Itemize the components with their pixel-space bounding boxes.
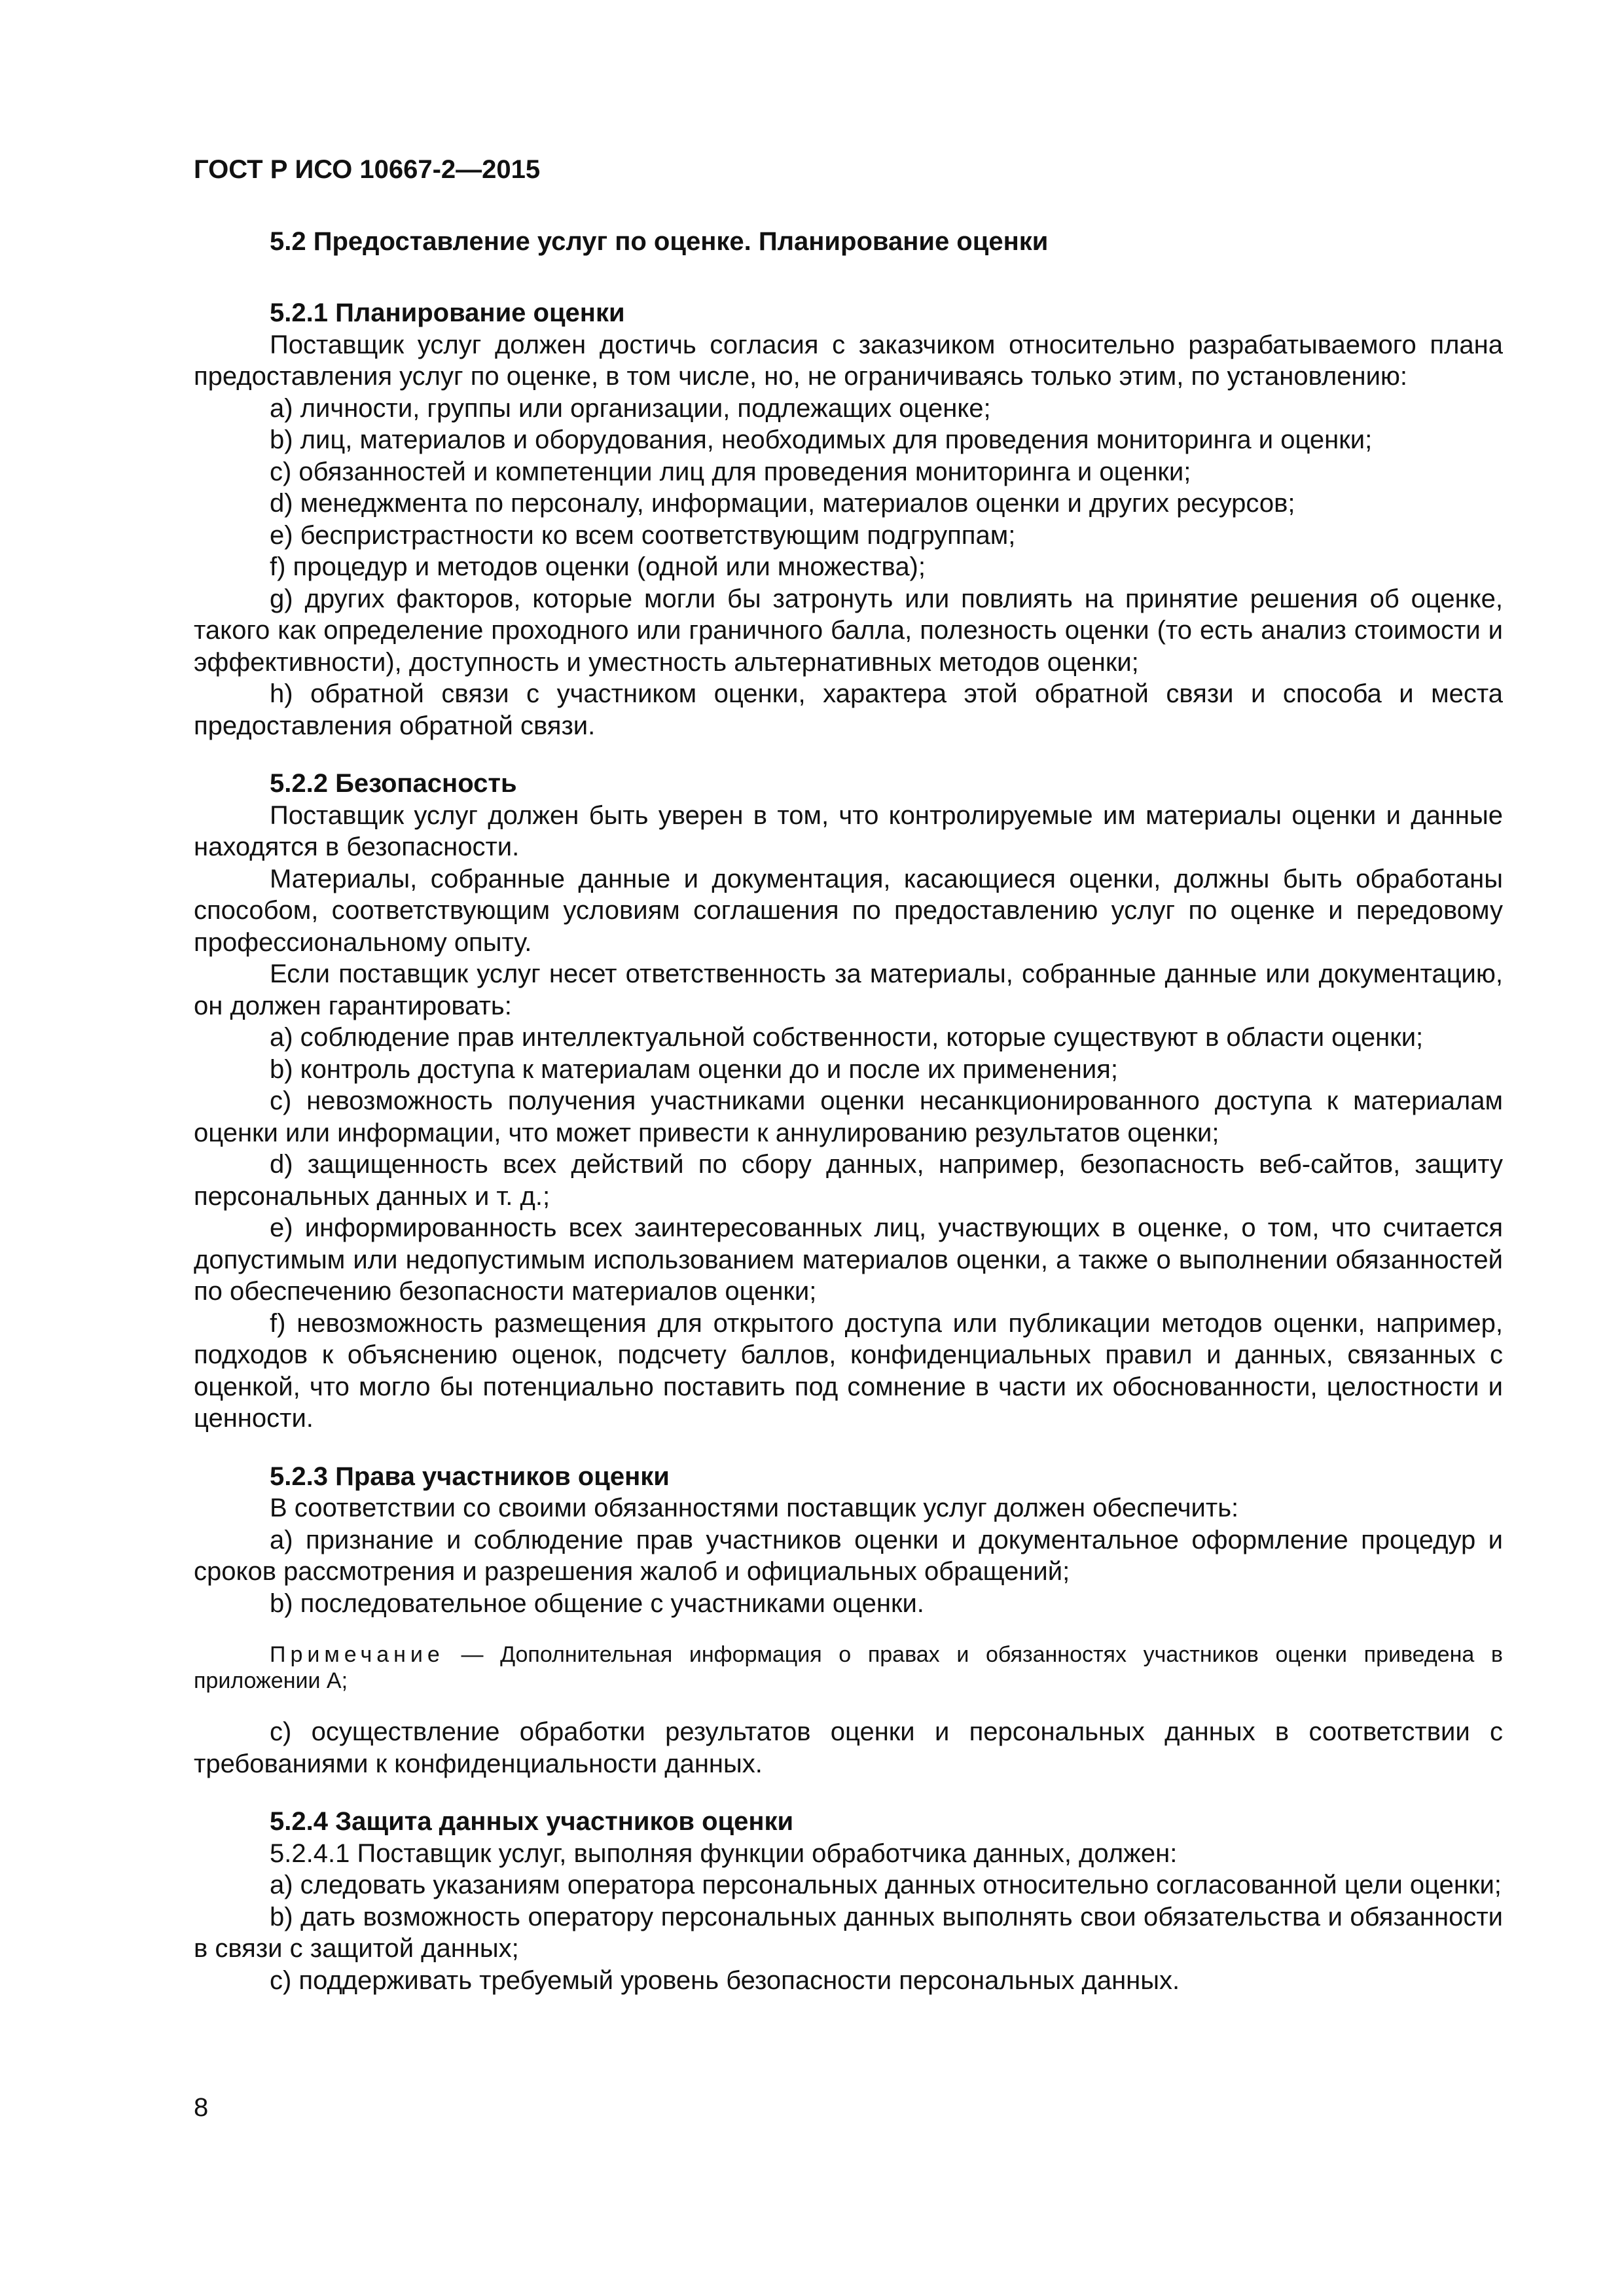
list-item: b) дать возможность оператору персональных данных выполнять свои обязательства и обязанности в связи с защитой данных; <box>194 1902 1503 1963</box>
spacer <box>194 1619 1503 1641</box>
note <box>194 1641 1503 1694</box>
list-item: f) процедур и методов оценки (одной или множества); <box>270 552 926 581</box>
list-item: d) защищенность всех действий по сбору данных, например, безопасность веб-сайтов, защиту персональных данных и т. д.; <box>194 1150 1503 1211</box>
paragraph: Поставщик услуг должен достичь согласия с заказчиком относительно разрабатываемого плана предоставления услуг по оценке, в том числе, но, не ограничиваясь только этим, по установлению: <box>194 330 1503 391</box>
list-item: c) невозможность получения участниками оценки несанкционированного доступа к материалам оценки или информации, что может привести к аннулированию результатов оценки; <box>194 1086 1503 1147</box>
note-text: — Дополнительная информация о правах и обязанностях участников оценки приведена в приложении А; <box>194 1642 1503 1693</box>
list-item: b) контроль доступа к материалам оценки до и после их применения; <box>270 1054 1118 1084</box>
list-item: a) личности, группы или организации, подлежащих оценке; <box>270 393 991 423</box>
list-item: c) поддерживать требуемый уровень безопасности персональных данных. <box>270 1965 1180 1995</box>
list-item: b) лиц, материалов и оборудования, необходимых для проведения мониторинга и оценки; <box>270 425 1373 454</box>
paragraph: Поставщик услуг должен быть уверен в том, что контролируемые им материалы оценки и данные находятся в безопасности. <box>194 800 1503 861</box>
spacer <box>194 1694 1503 1716</box>
list-item: e) беспристрастности ко всем соответствующим подгруппам; <box>270 520 1016 550</box>
list-item: a) признание и соблюдение прав участников оценки и документальное оформление процедур и сроков рассмотрения и разрешения жалоб и официальных обращений; <box>194 1525 1503 1586</box>
spacer <box>194 1780 1503 1806</box>
note-lead: Примечание <box>270 1642 444 1667</box>
list-item: a) следовать указаниям оператора персональных данных относительно согласованной цели оценки; <box>270 1871 1502 1899</box>
list-item: a) соблюдение прав интеллектуальной собственности, которые существуют в области оценки; <box>270 1023 1424 1052</box>
paragraph: Если поставщик услуг несет ответственность за материалы, собранные данные или документацию, он должен гарантировать: <box>194 960 1503 1020</box>
list-item: b) последовательное общение с участниками оценки. <box>270 1588 924 1618</box>
list-item: e) информированность всех заинтересованных лиц, участвующих в оценке, о том, что считается допустимым или недопустимым использованием материалов оценки, а также о выполнении обязанностей по обеспечению безопасности материалов оценки; <box>194 1213 1503 1306</box>
section-5-2-2-title: 5.2.2 Безопасность <box>270 769 517 798</box>
section-5-2-title: 5.2 Предоставление услуг по оценке. Планирование оценки <box>270 226 1049 256</box>
spacer <box>194 1435 1503 1461</box>
paragraph: В соответствии со своими обязанностями поставщик услуг должен обеспечить: <box>270 1494 1239 1522</box>
section-5-2-1-title: 5.2.1 Планирование оценки <box>270 298 625 327</box>
document-header: ГОСТ Р ИСО 10667-2—2015 <box>194 155 541 184</box>
section-5-2-4-title: 5.2.4 Защита данных участников оценки <box>270 1807 794 1836</box>
document-page <box>194 154 1503 1996</box>
list-item: c) обязанностей и компетенции лиц для проведения мониторинга и оценки; <box>270 457 1191 486</box>
section-5-2-3-title: 5.2.3 Права участников оценки <box>270 1462 670 1491</box>
page-number: 8 <box>194 2093 209 2122</box>
list-item: c) осуществление обработки результатов оценки и персональных данных в соответствии с требованиями к конфиденциальности данных. <box>194 1717 1503 1778</box>
list-item: g) других факторов, которые могли бы затронуть или повлиять на принятие решения об оценке, такого как определение проходного или граничного балла, полезность оценки (то есть анализ стоимости и эффективности), доступность и уместность альтернативных методов оценки; <box>194 584 1503 677</box>
list-item: f) невозможность размещения для открытого доступа или публикации методов оценки, например, подходов к объяснению оценок, подсчету баллов, конфиденциальных правил и данных, связанных с оценкой, что могло бы потенциально поставить под сомнение в части их обоснованности, целостности и ценности. <box>194 1308 1503 1433</box>
spacer <box>194 742 1503 768</box>
paragraph: Материалы, собранные данные и документация, касающиеся оценки, должны быть обработаны способом, соответствующим условиям соглашения по предоставлению услуг по оценке и передовому профессиональному опыту. <box>194 864 1503 957</box>
list-item: h) обратной связи с участником оценки, характера этой обратной связи и способа и места предоставления обратной связи. <box>194 679 1503 740</box>
list-item: d) менеджмента по персоналу, информации, материалов оценки и других ресурсов; <box>270 489 1295 518</box>
paragraph: 5.2.4.1 Поставщик услуг, выполняя функции обработчика данных, должен: <box>270 1839 1178 1868</box>
